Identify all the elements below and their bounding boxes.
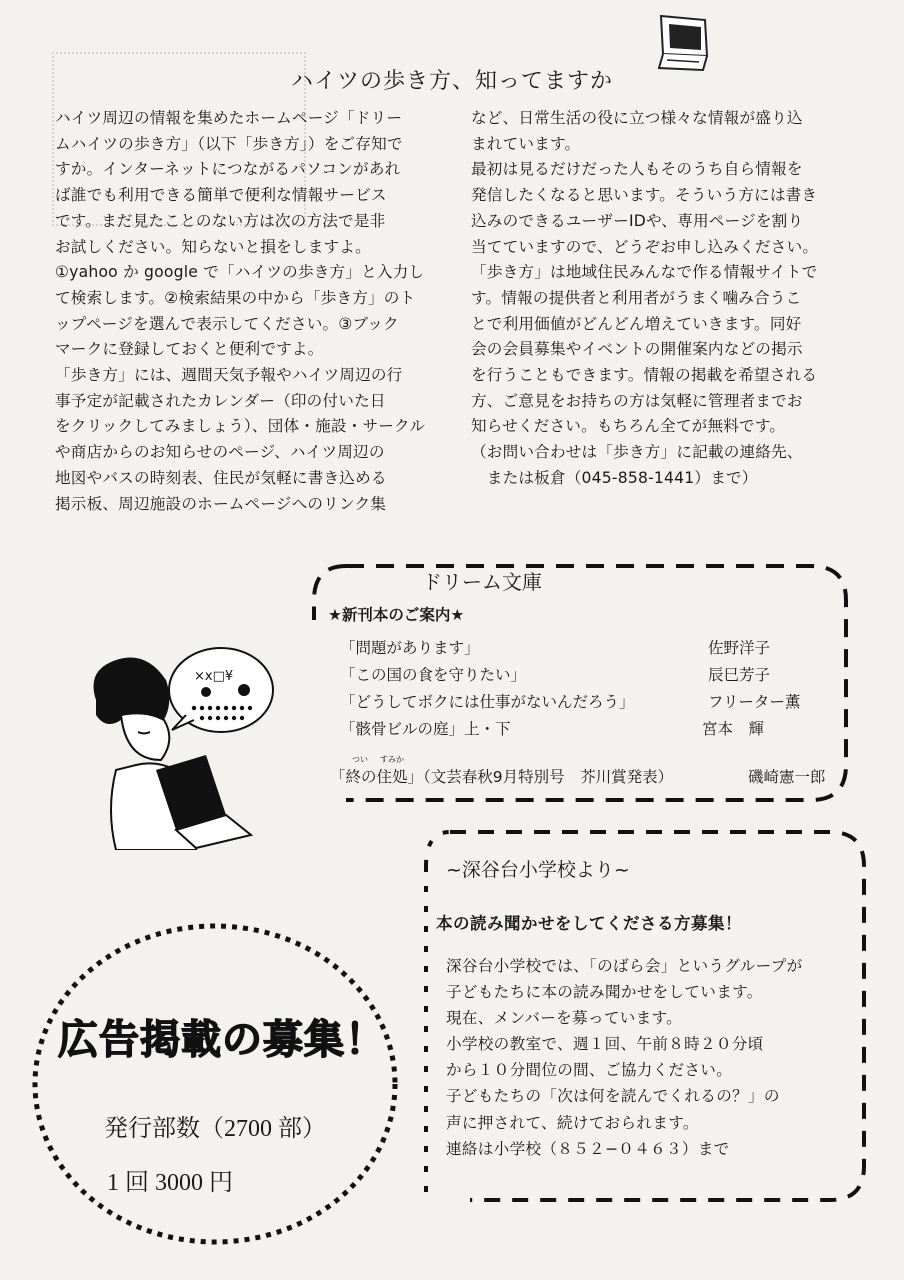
text-line: 現在、メンバーを募っています。: [446, 1009, 683, 1028]
text-line: 事予定が記載されたカレンダー（印の付いた日: [55, 391, 386, 410]
ruby-tsui: つい: [352, 755, 368, 764]
text-line: ムハイツの歩き方」（以下「歩き方」）をご存知で: [55, 134, 403, 153]
text-line: をクリックしてみましょう）、団体・施設・サークル: [55, 417, 426, 436]
text-line: です。まだ見たことのない方は次の方法で是非: [55, 211, 386, 230]
school-heading: 本の読み聞かせをしてくださる方募集！: [436, 914, 742, 933]
text-line: て検索します。②検索結果の中から「歩き方」のト: [55, 288, 416, 307]
book-author: 辰巳芳子: [708, 666, 771, 684]
text-line: 子どもたちに本の読み聞かせをしています。: [446, 983, 763, 1002]
text-line: 地図やバスの時刻表、住民が気軽に書き込める: [55, 468, 387, 487]
school-title: ~深谷台小学校より~: [446, 859, 630, 881]
book-author: 佐野洋子: [708, 639, 771, 657]
text-line: ハイツ周辺の情報を集めたホームページ「ドリー: [55, 109, 403, 127]
text-line: 込みのできるユーザーIDや、専用ページを割り: [471, 211, 804, 230]
svg-text:×x□¥: ×x□¥: [194, 669, 234, 684]
text-line: または板倉（045-858-1441）まで）: [471, 468, 758, 487]
text-line: 方、ご意見をお持ちの方は気軽に管理者までお: [471, 391, 803, 410]
computer-icon: [655, 10, 715, 72]
ad-title: 広告掲載の募集！: [58, 1017, 386, 1063]
book-author: 宮本 輝: [702, 720, 765, 738]
text-line: とで利用価値がどんどん増えていきます。同好: [471, 314, 802, 333]
text-line: 子どもたちの「次は何を読んでくれるの？」の: [446, 1087, 780, 1106]
text-line: お試しください。知らないと損をしますよ。: [55, 237, 371, 256]
text-line: 発信したくなると思います。そういう方には書き: [471, 186, 818, 205]
text-line: など、日常生活の役に立つ様々な情報が盛り込: [471, 109, 803, 127]
library-title: ドリーム文庫: [422, 570, 542, 594]
page-title: ハイツの歩き方、知ってますか: [290, 69, 613, 94]
girl-reading-illustration: [76, 620, 276, 850]
text-line: す。情報の提供者と利用者がうまく噛み合うこ: [471, 288, 802, 307]
text-line: 最初は見るだけだった人もそのうち自ら情報を: [471, 160, 803, 179]
school-body: [446, 953, 803, 1162]
text-line: から１０分間位の間、ご協力ください。: [446, 1061, 733, 1080]
text-line: を行うこともできます。情報の掲載を希望される: [471, 366, 818, 385]
book-title: 「骸骨ビルの庭」上・下: [340, 720, 511, 738]
text-line: 「歩き方」は地域住民みんなで作る情報サイトで: [471, 263, 818, 282]
book-author: フリーター薫: [708, 693, 801, 711]
text-line: 知らせください。もちろん全てが無料です。: [471, 417, 786, 436]
ruby-sumika: すみか: [380, 755, 404, 764]
text-line: ①yahoo か google で「ハイツの歩き方」と入力し: [55, 263, 425, 282]
text-line: すか。インターネットにつながるパソコンがあれ: [55, 160, 401, 179]
ad-circle-border: [22, 914, 408, 1254]
text-line: マークに登録しておくと便利ですよ。: [55, 340, 324, 359]
text-line: 小学校の教室で、週１回、午前８時２０分頃: [446, 1035, 764, 1054]
text-line: 「歩き方」には、週間天気予報やハイツ周辺の行: [55, 366, 403, 385]
article-right-column: [471, 106, 818, 492]
text-line: や商店からのお知らせのページ、ハイツ周辺の: [55, 443, 385, 462]
book-title: 「問題があります」: [340, 639, 480, 657]
ad-circulation: 発行部数（2700 部）: [104, 1116, 326, 1142]
text-line: 掲示板、周辺施設のホームページへのリンク集: [55, 494, 387, 513]
text-line: ば誰でも利用できる簡単で便利な情報サービス: [55, 186, 387, 205]
book-title: 「終の住処」（文芸春秋9月特別号 芥川賞発表）: [330, 768, 674, 786]
text-line: 深谷台小学校では、「のばら会」というグループが: [446, 957, 803, 975]
book-title: 「どうしてボクには仕事がないんだろう」: [340, 693, 635, 711]
text-line: 当てていますので、どうぞお申し込みください。: [471, 237, 819, 256]
library-heading: ★新刊本のご案内★: [328, 606, 465, 624]
text-line: 連絡は小学校（８５２−０４６３）まで: [446, 1139, 730, 1158]
text-line: 声に押されて、続けておられます。: [446, 1113, 699, 1132]
article-left-column: [55, 106, 425, 517]
ad-price: 1 回 3000 円: [107, 1170, 233, 1196]
book-author: 磯崎憲一郎: [748, 768, 826, 786]
text-line: （お問い合わせは「歩き方」に記載の連絡先、: [471, 443, 803, 462]
text-line: ップページを選んで表示してください。③ブック: [55, 314, 399, 333]
book-title: 「この国の食を守りたい」: [340, 666, 527, 684]
text-line: まれています。: [471, 134, 581, 153]
text-line: 会の会員募集やイベントの開催案内などの掲示: [471, 340, 803, 359]
